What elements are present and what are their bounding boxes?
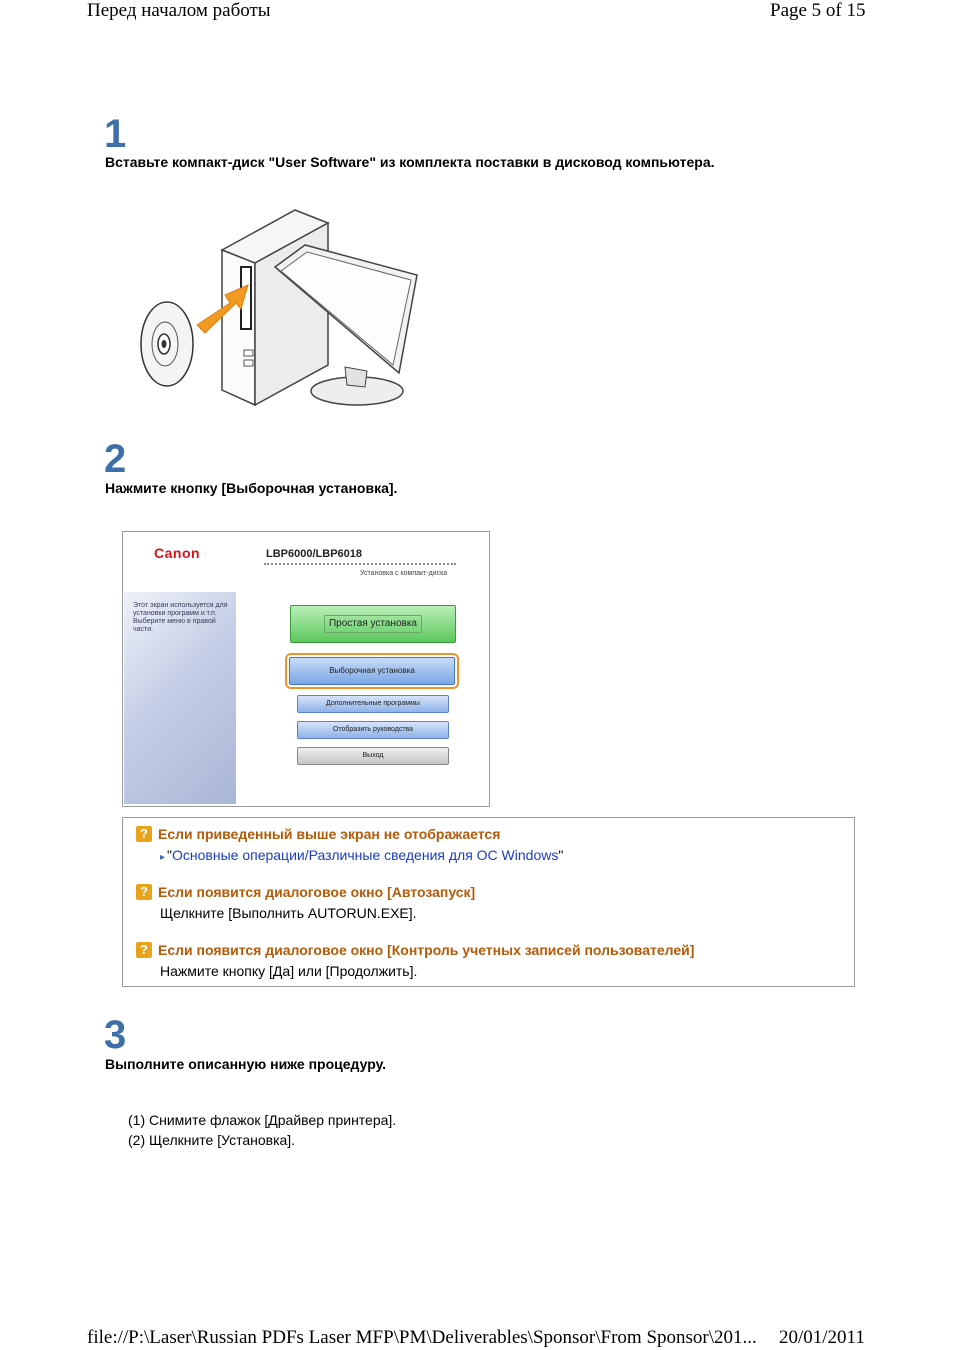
step-3-number: 3	[104, 1013, 127, 1057]
note-1-title: Если приведенный выше экран не отображается	[158, 826, 501, 842]
page-header-title: Перед началом работы	[87, 0, 271, 21]
easy-install-label: Простая установка	[324, 615, 422, 633]
step-1-number: 1	[104, 112, 127, 156]
page-footer-date: 20/01/2011	[779, 1327, 865, 1348]
procedure-item-2: (2) Щелкните [Установка].	[128, 1132, 296, 1148]
installer-screenshot	[122, 531, 490, 807]
easy-install-button[interactable]	[290, 605, 456, 643]
exit-button[interactable]: Выход	[297, 747, 449, 765]
installer-model: LBP6000/LBP6018	[266, 548, 362, 560]
step-2-number: 2	[104, 437, 127, 481]
additional-software-button[interactable]: Дополнительные программы	[297, 695, 449, 713]
custom-install-button[interactable]: Выборочная установка	[289, 657, 455, 685]
canon-logo: Canon	[154, 545, 201, 561]
note-1-link[interactable]: Основные операции/Различные сведения для ОС Windows	[172, 847, 559, 863]
notes-box	[122, 817, 855, 987]
cd-insert-illustration	[135, 205, 425, 415]
note-1-body: ▸ "Основные операции/Различные сведения для ОС Windows"	[160, 847, 564, 863]
question-icon: ?	[136, 942, 152, 958]
note-2-body: Щелкните [Выполнить AUTORUN.EXE].	[160, 905, 417, 921]
page-header-pagenum: Page 5 of 15	[770, 0, 866, 21]
step-3-text: Выполните описанную ниже процедуру.	[105, 1056, 387, 1072]
cd-disc-icon	[141, 302, 193, 386]
installer-side-text: Этот экран используется для установки программ и т.п. Выберите меню в правой части.	[133, 602, 228, 633]
procedure-item-1: (1) Снимите флажок [Драйвер принтера].	[128, 1112, 397, 1128]
display-manuals-button[interactable]: Отобразить руководства	[297, 721, 449, 739]
installer-divider	[264, 563, 456, 565]
note-3-body: Нажмите кнопку [Да] или [Продолжить].	[160, 963, 418, 979]
computer-tower-icon	[222, 210, 328, 405]
link-arrow-icon: ▸	[160, 852, 166, 863]
question-icon: ?	[136, 884, 152, 900]
note-3-title: Если появится диалоговое окно [Контроль учетных записей пользователей]	[158, 942, 695, 958]
step-2-text: Нажмите кнопку [Выборочная установка].	[105, 480, 398, 496]
installer-subtitle: Установка с компакт-диска	[360, 570, 448, 577]
step-1-text: Вставьте компакт-диск "User Software" из комплекта поставки в дисковод компьютера.	[105, 154, 715, 170]
page-footer-path: file://P:\Laser\Russian PDFs Laser MFP\PM\Deliverables\Sponsor\From Sponsor\201...	[87, 1327, 757, 1348]
note-2-title: Если появится диалоговое окно [Автозапуск]	[158, 884, 476, 900]
question-icon: ?	[136, 826, 152, 842]
